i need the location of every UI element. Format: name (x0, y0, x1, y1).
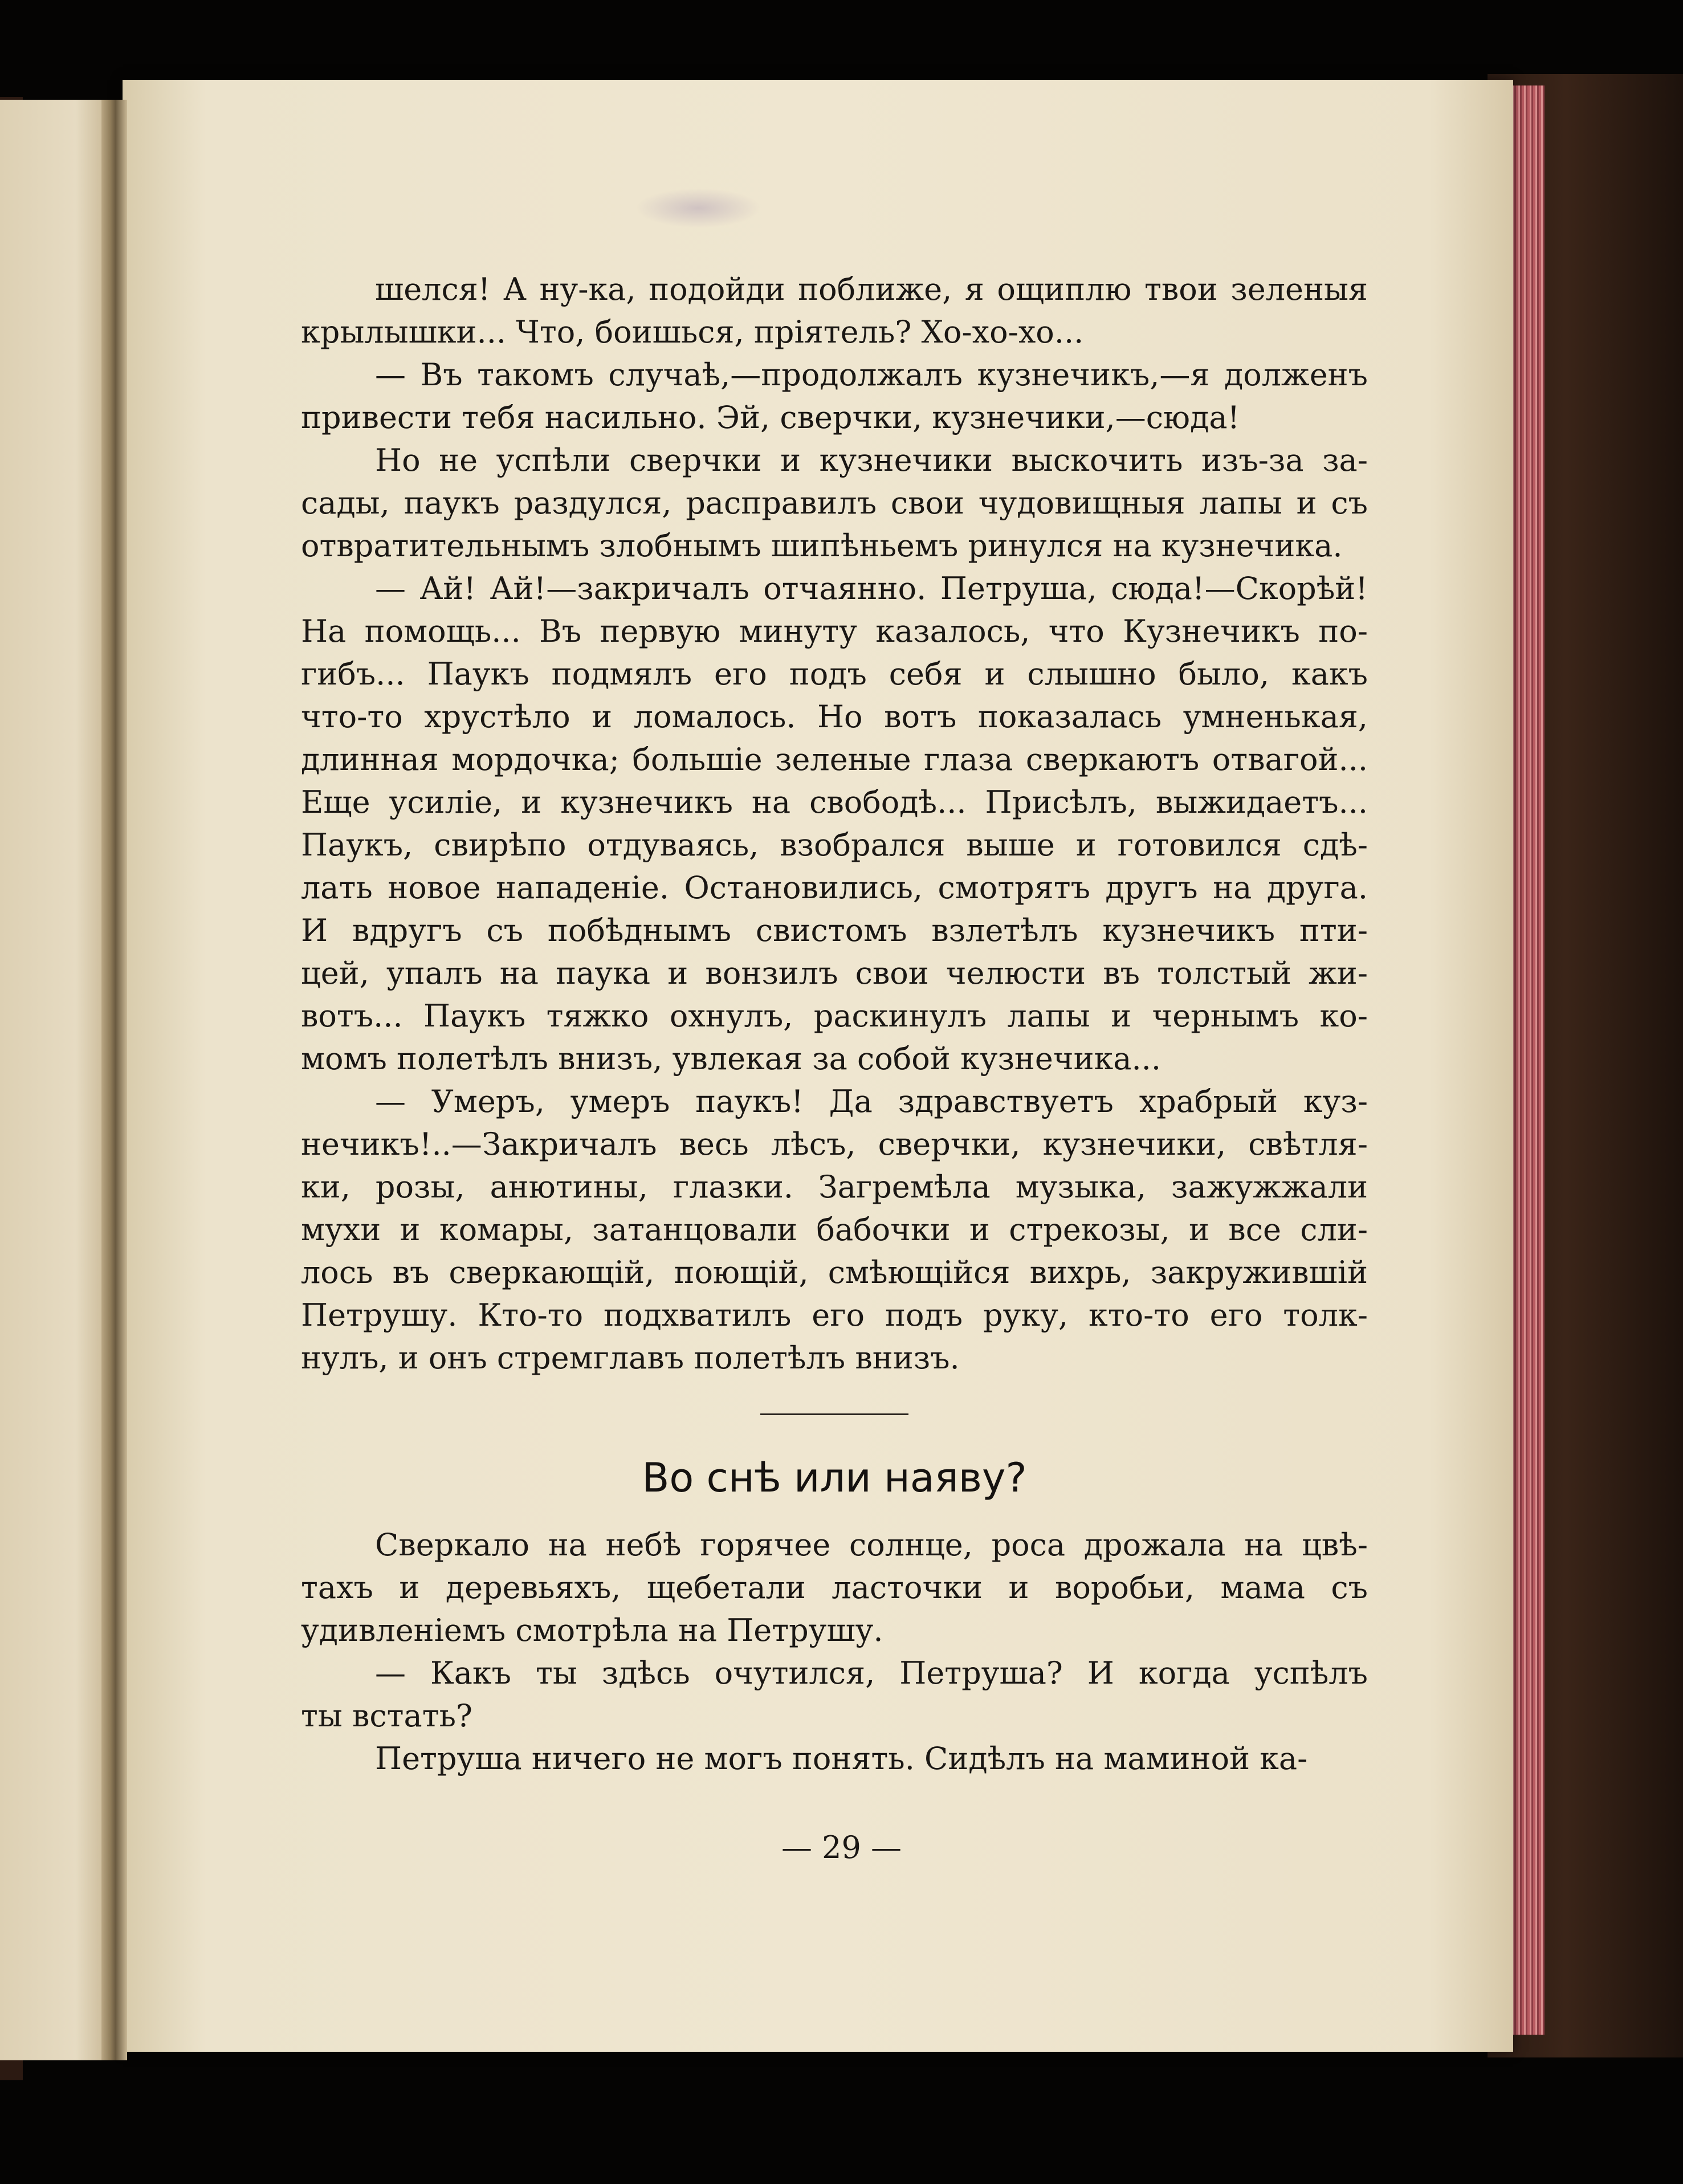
text-line: гибъ... Паукъ подмялъ его подъ себя и слышно было, какъ (301, 656, 1368, 692)
page-stain (635, 188, 761, 228)
text-line: мухи и комары, затанцовали бабочки и стрекозы, и все сли- (301, 1212, 1368, 1248)
text-line: лать новое нападенiе. Остановились, смотрятъ другъ на друга. (301, 870, 1368, 906)
text-line: Петруша ничего не могъ понять. Сидѣлъ на маминой ка- (375, 1741, 1308, 1776)
text-line: длинная мордочка; большiе зеленые глаза сверкаютъ отвагой... (301, 741, 1368, 777)
text-line: На помощь... Въ первую минуту казалось, что Кузнечикъ по- (301, 613, 1368, 649)
text-line: — Въ такомъ случаѣ,—продолжалъ кузнечикъ,—я долженъ (375, 357, 1368, 393)
text-line: лось въ сверкающiй, поющiй, смѣющiйся вихрь, закружившiй (301, 1254, 1368, 1290)
paragraph (301, 439, 1368, 567)
paragraph (301, 567, 1368, 1080)
text-line: — Какъ ты здѣсь очутился, Петруша? И когда успѣлъ (375, 1655, 1368, 1691)
text-line: нечикъ!..—Закричалъ весь лѣсъ, сверчки, кузнечики, свѣтля- (301, 1126, 1368, 1162)
text-line: крылышки... Что, боишься, прiятель? Хо-хо-хо... (301, 314, 1084, 350)
bottom-paragraphs (301, 1523, 1368, 1780)
paragraph (301, 1523, 1368, 1652)
text-line: сады, паукъ раздулся, расправилъ свои чудовищныя лапы и съ (301, 485, 1368, 521)
text-line: ки, розы, анютины, глазки. Загремѣла музыка, зажужжали (301, 1169, 1368, 1205)
text-line: Еще усилiе, и кузнечикъ на свободѣ... Присѣлъ, выжидаетъ... (301, 784, 1368, 820)
text-line: Паукъ, свирѣпо отдуваясь, взобрался выше и готовился сдѣ- (301, 827, 1368, 863)
paragraph (301, 1652, 1368, 1737)
text-line: тахъ и деревьяхъ, щебетали ласточки и воробьи, мама съ (301, 1570, 1368, 1606)
text-line: привести тебя насильно. Эй, сверчки, кузнечики,—сюда! (301, 400, 1240, 435)
text-line: — Ай! Ай!—закричалъ отчаянно. Петруша, сюда!—Скорѣй! (375, 571, 1368, 606)
page-text (301, 268, 1368, 1780)
paragraph (301, 268, 1368, 353)
paragraph (301, 1080, 1368, 1379)
text-line: Сверкало на небѣ горячее солнце, роса дрожала на цвѣ- (375, 1527, 1368, 1563)
section-heading: Во снѣ или наяву? (642, 1454, 1027, 1501)
section-divider (760, 1413, 908, 1415)
text-line: цей, упалъ на паука и вонзилъ свои челюсти въ толстый жи- (301, 955, 1368, 991)
text-line: Петрушу. Кто-то подхватилъ его подъ руку, кто-то его толк- (301, 1297, 1368, 1333)
text-line: — Умеръ, умеръ паукъ! Да здравствуетъ храбрый куз- (375, 1083, 1368, 1119)
text-line: шелся! А ну-ка, подойди поближе, я ощиплю твои зеленыя (375, 271, 1368, 307)
paragraph (301, 1737, 1368, 1780)
left-page (0, 100, 108, 2060)
text-line: вотъ... Паукъ тяжко охнулъ, раскинулъ лапы и чернымъ ко- (301, 998, 1368, 1034)
text-line: момъ полетѣлъ внизъ, увлекая за собой кузнечика... (301, 1041, 1161, 1077)
text-line: ты встать? (301, 1698, 472, 1734)
text-line: Но не успѣли сверчки и кузнечики выскочить изъ-за за- (375, 442, 1368, 478)
page-number: — 29 — (781, 1829, 902, 1865)
text-line: удивленiемъ смотрѣла на Петрушу. (301, 1612, 883, 1648)
paragraph (301, 353, 1368, 439)
text-line: И вдругъ съ побѣднымъ свистомъ взлетѣлъ кузнечикъ пти- (301, 912, 1368, 948)
top-paragraphs (301, 268, 1368, 1379)
text-line: нулъ, и онъ стремглавъ полетѣлъ внизъ. (301, 1340, 960, 1376)
book-gutter (101, 100, 127, 2060)
text-line: отвратительнымъ злобнымъ шипѣньемъ ринулся на кузнечика. (301, 528, 1343, 564)
text-line: что-то хрустѣло и ломалось. Но вотъ показалась умненькая, (301, 699, 1368, 735)
